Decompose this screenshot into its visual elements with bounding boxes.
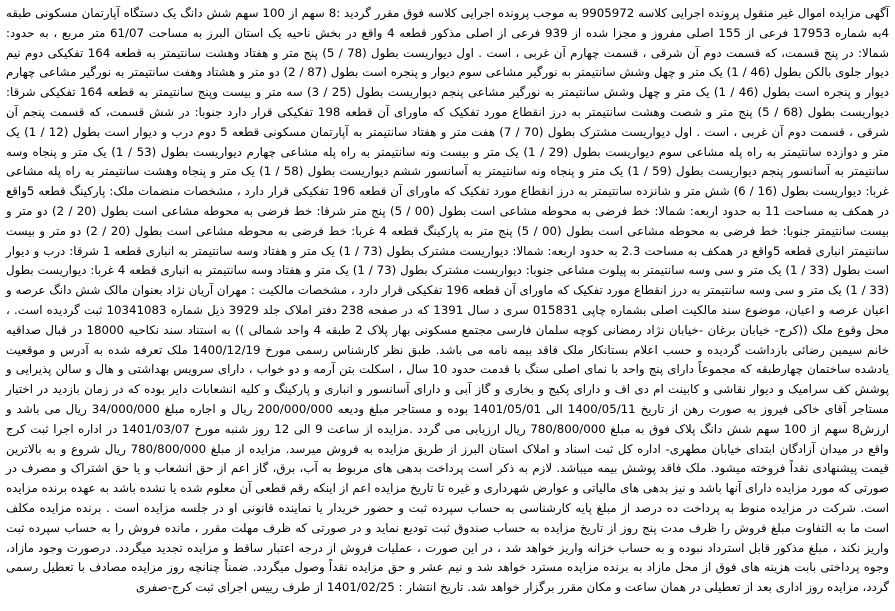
notice-body-text: آگهی مزایده اموال غیر منقول پرونده اجرایی کلاسه 9905972 به موجب پرونده اجرایی کلاسه فوق مقرر گردید :8 سهم از 100 سهم شش دانگ یک دستگاه آپارتمان مسکونی طبقه 4به شماره 17953 فرعی از 155 اصلی مفروز و مجزا شده از 939 فرعی از اصلی مذکور قطعه 4 واقع در بخش ناحیه یک استان البرز به مساحت 61/07 متر مربع ، به حدود: شمالا: در پنج قسمت، که قسمت دوم آن شرقی ، قسمت چهارم آن غربی ، است . اول دیواریست بطول (78 / 5) پنج متر و هفتاد وهشت سانتیمتر به قطعه 164 تفکیکی دوم نیم دیوار جلوی بالکن بطول (46 / 1) یک متر و چهل وشش سانتیمتر به نورگیر مشاعی سوم دیوار و پنجره است بطول (87 / 2) دو متر و هشتاد وهفت سانتیمتر به نورگیر مشاعی چهارم دیوار و پنجره است بطول (46 / 1) یک متر و چهل وشش سانتیمتر به نورگیر مشاعی پنجم دیواریست بطول (25 / 3) سه متر و بیست وپنج سانتیمتر به قطعه 164 تفکیکی شرقا: دیواریست بطول (68 / 5) پنج متر و شصت وهشت سانتیمتر به درز انقطاع مورد تفکیک که ماورای آن قطعه 198 تفکیکی قرار دارد جنوبا: در شش قسمت، که قسمت پنجم آن شرقی ، قسمت دوم آن غربی ، است . اول دیواریست مشترک بطول (70 / 7) هفت متر و هفتاد سانتیمتر به آپارتمان مسکونی قطعه 5 دوم درب و دیوار است بطول (12 / 1) یک متر و دوازده سانتیمتر به راه پله مشاعی سوم دیواریست بطول (29 / 1) یک متر و بیست ونه سانتیمتر به راه پله مشاعی چهارم دیواریست بطول (53 / 1) یک متر و پنجاه وسه سانتیمتر به آسانسور پنجم دیواریست بطول (59 / 1) یک متر و پنجاه ونه سانتیمتر به آسانسور ششم دیواریست بطول (58 / 1) یک متر و پنجاه وهشت سانتیمتر به راه پله مشاعی غربا: دیواریست بطول (16 / 6) شش متر و شانزده سانتیمتر به درز انقطاع مورد تفکیک که ماورای آن قطعه 196 تفکیکی قرار دارد ، مشخصات منضمات ملک: پارکینگ قطعه 5واقع در همکف به مساحت 11 به حدود اربعه: شمالا: خط فرضی به محوطه مشاعی است بطول (00 / 5) پنج متر شرقا: خط فرضی به محوطه مشاعی است بطول (20 / 2) دو متر و بیست سانتیمتر جنوبا: خط فرضی به محوطه مشاعی است بطول (00 / 5) پنج متر به پارکینگ قطعه 4 غربا: خط فرضی به محوطه مشاعی است بطول (20 / 2) دو متر و بیست سانتیمتر انباری قطعه 5واقع در همکف به مساحت 2.3 به حدود اربعه: شمالا: دیواریست مشترک بطول (73 / 1) یک متر و هفتاد وسه سانتیمتر به انباری قطعه 1 شرقا: درب و دیوار است بطول (33 / 1) یک متر و سی وسه سانتیمتر به پیلوت مشاعی جنوبا: دیواریست مشترک بطول (73 / 1) یک متر و هفتاد وسه سانتیمتر به انباری قطعه 4 غربا: دیواریست بطول (33 / 1) یک متر و سی وسه سانتیمتر به درز انقطاع مورد تفکیک که ماورای آن قطعه 196 تفکیکی قرار دارد ، مشخصات مالکیت : مهران آریان نژاد بعنوان مالک شش دانگ عرصه و اعیان عرصه و اعیان، موضوع سند مالکیت اصلی بشماره چاپی 015831 سری د سال 1391 که در صفحه 238 دفتر املاک جلد 3929 ذیل شماره 10341083 ثبت گردیده است. ، محل وقوع ملک ((کرج- خیابان برغان -خیابان نژاد رمضانی کوچه سلمان فارسی مجتمع مسکونی بهار پلاک 2 طبقه 4 واحد شمالی )) به استناد سند نکاحیه 18000 در قبال صداقیه خانم سیمین رضائی بازداشت گردیده و حسب اعلام بستانکار ملک فاقد بیمه نامه می باشد. طبق نظر کارشناس رسمی مورخ 1400/12/19 ملک تعرفه شده به آدرس و موقعیت یادشده ساختمان چهارطبقه که مجموعاً دارای پنج واحد با نمای اصلی سنگ با قدمت حدود 10 سال ، اسکلت بتن آرمه و دو خواب ، دارای سرویس بهداشتی و هال و سالن پذیرایی و پوشش کف سرامیک و دیوار نقاشی و کابینت ام دی اف و دارای پکیج و بخاری و گاز آبی و دارای آسانسور و انباری و پارکینگ و کلیه انشعابات دایر بوده که در زمان بازدید در اختیار مستاجر آقای خاکی فیروز به صورت رهن از تاریخ 1400/05/11 الی 1401/05/01 بوده و مستاجر مبلغ ودیعه 200/000/000 ریال و اجاره مبلغ 34/000/000 ریال می باشد و ارزش8 سهم از 100 سهم شش دانگ پلاک فوق به مبلغ 780/800/000 ریال ارزیابی می گردد .مزایده از ساعت 9 الی 12 روز شنبه مورخ 1401/03/07 در اداره اجرا ثبت کرج واقع در میدان آزادگان ابتدای خیابان مطهری- اداره کل ثبت اسناد و املاک استان البرز از طریق مزایده به فروش میرسد. مزایده از مبلغ 780/800/000 ریال شروع و به بالاترین قیمت پیشنهادی نقداً فروخته میشود. ملک فاقد پوشش بیمه میباشد. لازم به ذکر است پرداخت بدهی های مربوط به آب، برق، گاز اعم از حق انشعاب و یا حق اشتراک و مصرف در صورتی که مورد مزایده دارای آنها باشد و نیز بدهی های مالیاتی و عوارض شهرداری و غیره تا تاریخ مزایده اعم از اینکه رقم قطعی آن معلوم شده یا نشده باشد به عهده برنده مزایده است. شرکت در مزایده منوط به پرداخت ده درصد از مبلغ پایه کارشناسی به حساب سپرده ثبت و حضور خریدار یا نماینده قانونی او در جلسه مزایده است . برنده مزایده مکلف است ما به التفاوت مبلغ فروش را ظرف مدت پنج روز از تاریخ مزایده به حساب صندوق ثبت تودیع نماید و در صورتی که ظرف مهلت مقرر ، مانده فروش را به حساب سپرده ثبت واریز نکند ، مبلغ مذکور قابل استرداد نبوده و به حساب خزانه واریز خواهد شد ، در این صورت ، عملیات فروش از درجه اعتبار ساقط و مزایده تجدید میگردد. درصورت وجود مازاد، وجوه پرداختی بابت هزینه های فوق از محل مازاد به برنده مزایده مسترد خواهد شد و نیم عشر و حق مزایده نقداً وصول میگردد. ضمناً چنانچه روز مزایده مصادف با تعطیل رسمی گردد، مزایده روز اداری بعد از تعطیلی در همان ساعت و مکان مقرر برگزار خواهد شد. تاریخ انتشار : 1401/02/25 از طرف رییس اجرای ثبت کرج-صفری bbox=[6, 6, 890, 595]
